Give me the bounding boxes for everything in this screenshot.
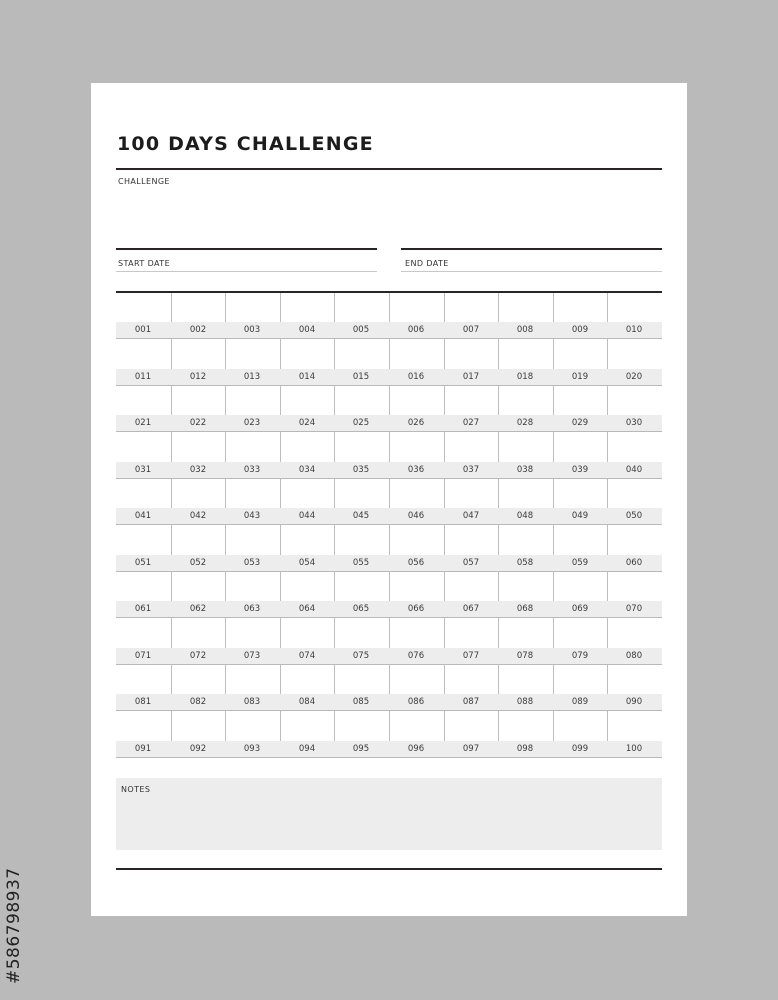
day-cell[interactable] <box>334 479 389 526</box>
day-cell[interactable] <box>498 665 553 712</box>
day-cell[interactable] <box>607 433 662 480</box>
day-cell[interactable] <box>116 619 171 666</box>
day-cell[interactable] <box>171 619 226 666</box>
day-number: 054 <box>298 558 316 568</box>
day-number: 081 <box>134 697 152 707</box>
day-cell[interactable] <box>498 479 553 526</box>
day-cell[interactable] <box>280 479 335 526</box>
day-cell[interactable] <box>334 386 389 433</box>
day-number: 023 <box>243 418 261 428</box>
day-cell[interactable] <box>334 340 389 387</box>
day-number: 075 <box>352 651 370 661</box>
day-cell[interactable] <box>280 572 335 619</box>
day-cell[interactable] <box>225 433 280 480</box>
day-number: 079 <box>571 651 589 661</box>
day-number: 064 <box>298 604 316 614</box>
day-number: 092 <box>189 744 207 754</box>
day-cell[interactable] <box>498 293 553 340</box>
day-cell[interactable] <box>444 572 499 619</box>
day-number: 082 <box>189 697 207 707</box>
day-number: 087 <box>462 697 480 707</box>
day-number: 061 <box>134 604 152 614</box>
day-cell[interactable] <box>116 572 171 619</box>
day-cell[interactable] <box>444 712 499 759</box>
end-date-rule <box>401 248 662 250</box>
day-cell[interactable] <box>607 293 662 340</box>
day-number: 066 <box>407 604 425 614</box>
day-number: 013 <box>243 372 261 382</box>
day-cell[interactable] <box>171 665 226 712</box>
day-number: 053 <box>243 558 261 568</box>
day-cell[interactable] <box>116 712 171 759</box>
end-date-underline <box>401 271 662 272</box>
day-number: 080 <box>625 651 643 661</box>
day-cell[interactable] <box>498 340 553 387</box>
day-number: 026 <box>407 418 425 428</box>
day-cell[interactable] <box>553 619 608 666</box>
day-number: 060 <box>625 558 643 568</box>
day-number: 065 <box>352 604 370 614</box>
day-number: 048 <box>516 511 534 521</box>
day-number: 049 <box>571 511 589 521</box>
day-cell[interactable] <box>498 386 553 433</box>
day-cell[interactable] <box>553 712 608 759</box>
day-cell[interactable] <box>225 526 280 573</box>
day-number: 009 <box>571 325 589 335</box>
day-cell[interactable] <box>116 340 171 387</box>
day-number: 018 <box>516 372 534 382</box>
day-cell[interactable] <box>607 479 662 526</box>
day-cell[interactable] <box>225 572 280 619</box>
day-cell[interactable] <box>334 293 389 340</box>
start-date-field[interactable] <box>116 251 377 271</box>
day-number: 047 <box>462 511 480 521</box>
day-number: 032 <box>189 465 207 475</box>
day-cell[interactable] <box>498 572 553 619</box>
day-number: 067 <box>462 604 480 614</box>
day-cell[interactable] <box>607 340 662 387</box>
day-cell[interactable] <box>334 712 389 759</box>
day-cell[interactable] <box>607 386 662 433</box>
day-cell[interactable] <box>444 433 499 480</box>
day-cell[interactable] <box>334 572 389 619</box>
day-cell[interactable] <box>389 386 444 433</box>
day-number: 006 <box>407 325 425 335</box>
day-number: 002 <box>189 325 207 335</box>
day-number: 068 <box>516 604 534 614</box>
day-number: 010 <box>625 325 643 335</box>
day-cell[interactable] <box>334 619 389 666</box>
day-number: 038 <box>516 465 534 475</box>
day-number: 045 <box>352 511 370 521</box>
notes-label: NOTES <box>121 785 151 794</box>
day-number: 051 <box>134 558 152 568</box>
day-number: 059 <box>571 558 589 568</box>
day-number: 016 <box>407 372 425 382</box>
day-number: 043 <box>243 511 261 521</box>
day-cell[interactable] <box>498 619 553 666</box>
day-number: 021 <box>134 418 152 428</box>
day-number: 085 <box>352 697 370 707</box>
day-number: 088 <box>516 697 534 707</box>
day-cell[interactable] <box>171 386 226 433</box>
end-date-field[interactable] <box>401 251 662 271</box>
title-rule <box>116 168 662 170</box>
day-number: 005 <box>352 325 370 335</box>
day-cell[interactable] <box>334 526 389 573</box>
day-cell[interactable] <box>334 665 389 712</box>
day-cell[interactable] <box>607 572 662 619</box>
day-number: 091 <box>134 744 152 754</box>
day-cell[interactable] <box>444 526 499 573</box>
day-number: 028 <box>516 418 534 428</box>
day-cell[interactable] <box>225 479 280 526</box>
day-cell[interactable] <box>116 293 171 340</box>
day-cell[interactable] <box>389 433 444 480</box>
day-cell[interactable] <box>280 665 335 712</box>
day-cell[interactable] <box>444 619 499 666</box>
day-cell[interactable] <box>116 526 171 573</box>
day-cell[interactable] <box>116 386 171 433</box>
day-number: 037 <box>462 465 480 475</box>
day-cell[interactable] <box>498 526 553 573</box>
day-cell[interactable] <box>553 386 608 433</box>
day-cell[interactable] <box>553 293 608 340</box>
day-number: 074 <box>298 651 316 661</box>
day-cell[interactable] <box>444 386 499 433</box>
day-cell[interactable] <box>171 572 226 619</box>
stock-id-text: #586798937 <box>4 867 24 984</box>
day-number: 012 <box>189 372 207 382</box>
day-cell[interactable] <box>607 712 662 759</box>
day-number: 027 <box>462 418 480 428</box>
day-number: 017 <box>462 372 480 382</box>
end-date-label: END DATE <box>405 259 449 268</box>
day-number: 096 <box>407 744 425 754</box>
day-number: 089 <box>571 697 589 707</box>
day-cell[interactable] <box>389 712 444 759</box>
day-number: 031 <box>134 465 152 475</box>
day-number: 073 <box>243 651 261 661</box>
day-cell[interactable] <box>553 433 608 480</box>
day-cell[interactable] <box>280 433 335 480</box>
day-number: 083 <box>243 697 261 707</box>
day-number: 052 <box>189 558 207 568</box>
day-grid <box>116 293 662 758</box>
day-cell[interactable] <box>389 293 444 340</box>
day-number: 094 <box>298 744 316 754</box>
day-number: 001 <box>134 325 152 335</box>
day-number: 100 <box>625 744 643 754</box>
day-cell[interactable] <box>553 340 608 387</box>
day-number: 050 <box>625 511 643 521</box>
day-number: 046 <box>407 511 425 521</box>
challenge-field[interactable] <box>116 187 662 247</box>
day-cell[interactable] <box>280 293 335 340</box>
day-number: 099 <box>571 744 589 754</box>
day-number: 024 <box>298 418 316 428</box>
day-number: 044 <box>298 511 316 521</box>
day-cell[interactable] <box>389 479 444 526</box>
day-cell[interactable] <box>116 665 171 712</box>
bottom-rule <box>116 868 662 870</box>
day-cell[interactable] <box>553 572 608 619</box>
day-number: 034 <box>298 465 316 475</box>
day-number: 040 <box>625 465 643 475</box>
day-cell[interactable] <box>334 433 389 480</box>
day-number: 070 <box>625 604 643 614</box>
start-date-rule <box>116 248 377 250</box>
day-number: 036 <box>407 465 425 475</box>
page-title: 100 DAYS CHALLENGE <box>117 133 374 155</box>
day-number: 095 <box>352 744 370 754</box>
day-cell[interactable] <box>225 293 280 340</box>
start-date-underline <box>116 271 377 272</box>
day-number: 055 <box>352 558 370 568</box>
day-cell[interactable] <box>225 619 280 666</box>
challenge-label: CHALLENGE <box>118 177 170 186</box>
day-number: 084 <box>298 697 316 707</box>
day-number: 062 <box>189 604 207 614</box>
day-cell[interactable] <box>444 479 499 526</box>
day-number: 077 <box>462 651 480 661</box>
day-cell[interactable] <box>389 572 444 619</box>
day-cell[interactable] <box>553 665 608 712</box>
day-number: 041 <box>134 511 152 521</box>
day-number: 056 <box>407 558 425 568</box>
day-number: 097 <box>462 744 480 754</box>
day-cell[interactable] <box>116 479 171 526</box>
day-number: 014 <box>298 372 316 382</box>
day-number: 042 <box>189 511 207 521</box>
day-number: 057 <box>462 558 480 568</box>
day-cell[interactable] <box>444 293 499 340</box>
day-number: 098 <box>516 744 534 754</box>
day-number: 033 <box>243 465 261 475</box>
day-cell[interactable] <box>280 386 335 433</box>
day-cell[interactable] <box>553 526 608 573</box>
day-cell[interactable] <box>280 619 335 666</box>
day-number: 058 <box>516 558 534 568</box>
day-number: 078 <box>516 651 534 661</box>
day-cell[interactable] <box>171 479 226 526</box>
day-number: 030 <box>625 418 643 428</box>
day-number: 022 <box>189 418 207 428</box>
day-cell[interactable] <box>389 526 444 573</box>
day-cell[interactable] <box>171 293 226 340</box>
day-cell[interactable] <box>498 433 553 480</box>
day-number: 063 <box>243 604 261 614</box>
day-cell[interactable] <box>225 665 280 712</box>
day-number: 003 <box>243 325 261 335</box>
day-cell[interactable] <box>171 526 226 573</box>
start-date-label: START DATE <box>118 259 171 268</box>
day-cell[interactable] <box>171 340 226 387</box>
day-number: 039 <box>571 465 589 475</box>
day-cell[interactable] <box>389 665 444 712</box>
day-number: 019 <box>571 372 589 382</box>
day-cell[interactable] <box>389 619 444 666</box>
planner-page <box>91 83 687 916</box>
day-number: 072 <box>189 651 207 661</box>
day-number: 069 <box>571 604 589 614</box>
day-cell[interactable] <box>171 712 226 759</box>
day-number: 020 <box>625 372 643 382</box>
day-cell[interactable] <box>607 619 662 666</box>
day-number: 029 <box>571 418 589 428</box>
day-cell[interactable] <box>553 479 608 526</box>
day-cell[interactable] <box>280 526 335 573</box>
day-number: 011 <box>134 372 152 382</box>
day-cell[interactable] <box>607 526 662 573</box>
day-cell[interactable] <box>225 386 280 433</box>
day-number: 076 <box>407 651 425 661</box>
day-cell[interactable] <box>607 665 662 712</box>
day-number: 071 <box>134 651 152 661</box>
day-cell[interactable] <box>225 712 280 759</box>
day-number: 035 <box>352 465 370 475</box>
day-cell[interactable] <box>171 433 226 480</box>
day-cell[interactable] <box>444 665 499 712</box>
day-number: 015 <box>352 372 370 382</box>
day-number: 007 <box>462 325 480 335</box>
day-cell[interactable] <box>389 340 444 387</box>
day-cell[interactable] <box>498 712 553 759</box>
day-number: 025 <box>352 418 370 428</box>
day-number: 008 <box>516 325 534 335</box>
day-cell[interactable] <box>225 340 280 387</box>
day-cell[interactable] <box>116 433 171 480</box>
day-cell[interactable] <box>280 712 335 759</box>
day-cell[interactable] <box>444 340 499 387</box>
day-number: 093 <box>243 744 261 754</box>
notes-box[interactable] <box>116 778 662 850</box>
day-number: 086 <box>407 697 425 707</box>
day-number: 090 <box>625 697 643 707</box>
day-cell[interactable] <box>280 340 335 387</box>
day-number: 004 <box>298 325 316 335</box>
